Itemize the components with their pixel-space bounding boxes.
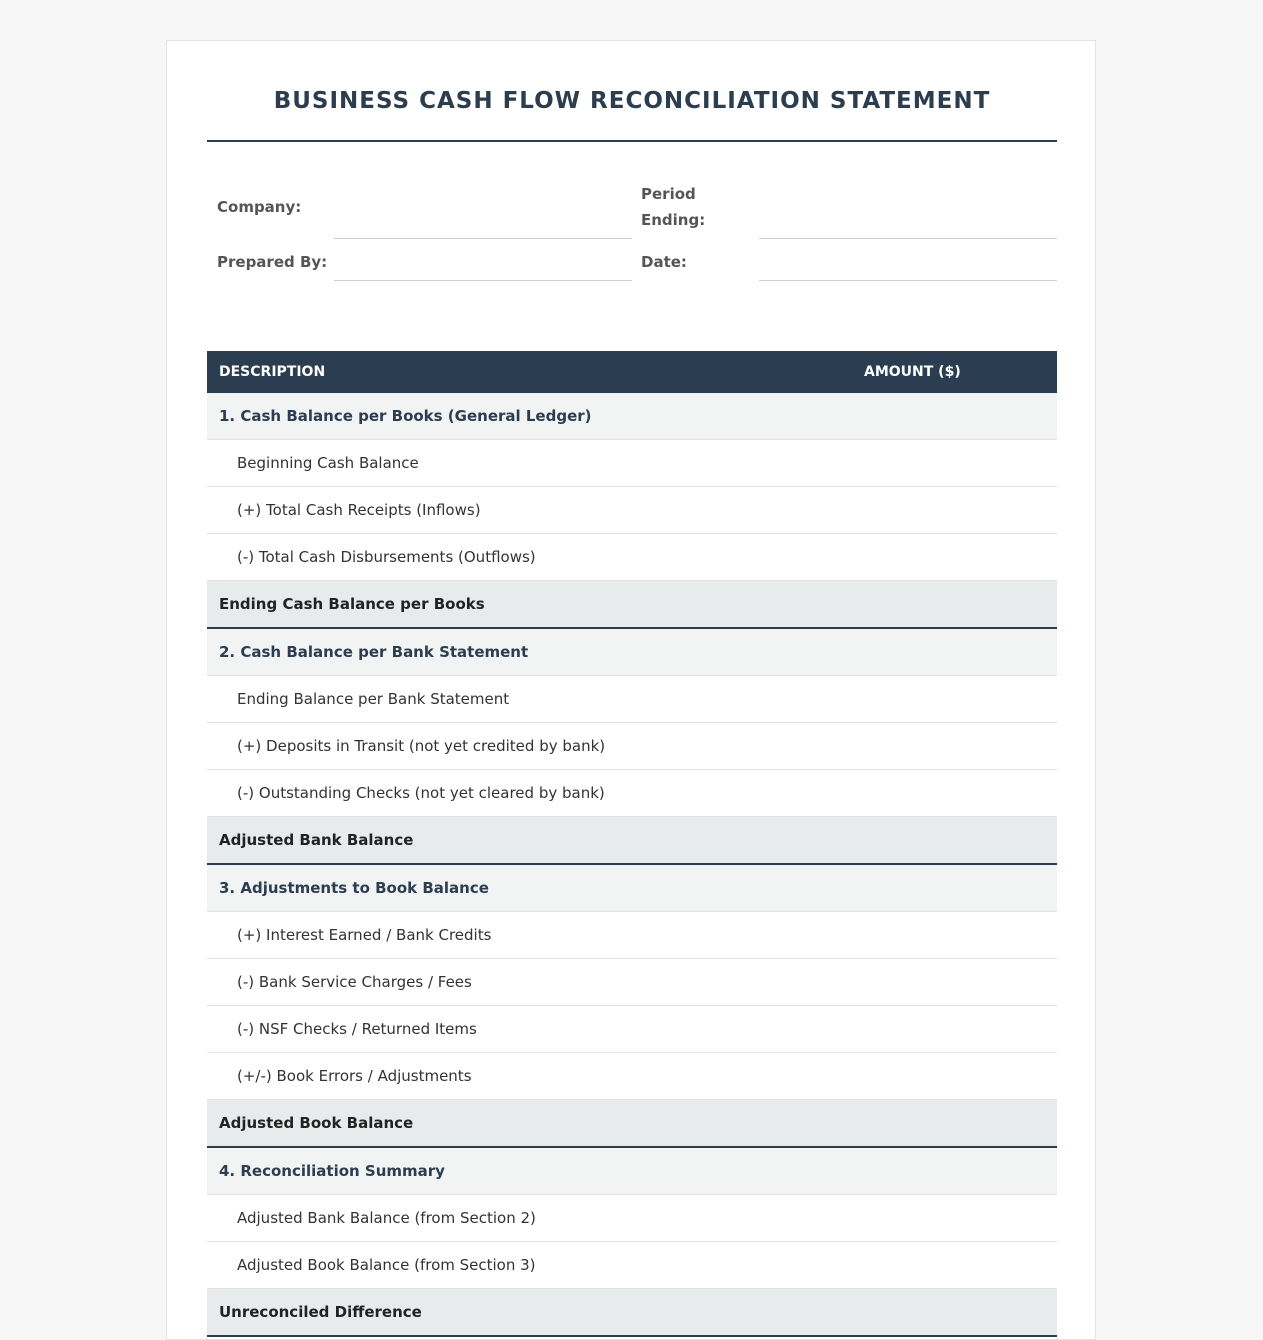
table-row [207,1053,1057,1100]
row-description: 2. Cash Balance per Bank Statement [207,628,852,676]
table-row [207,487,1057,534]
section-header-row [207,628,1057,676]
company-label: Company: [217,198,302,216]
row-description: 3. Adjustments to Book Balance [207,864,852,912]
row-description: (+) Total Cash Receipts (Inflows) [207,487,852,534]
table-row [207,1242,1057,1289]
table-body [207,393,1057,1336]
amount-cell [852,864,1057,912]
row-description: (+/-) Book Errors / Adjustments [207,1053,852,1100]
amount-cell[interactable] [852,770,1057,817]
amount-cell[interactable] [852,676,1057,723]
period-ending-field[interactable] [759,238,1057,239]
row-description: (+) Deposits in Transit (not yet credited by bank) [207,723,852,770]
amount-cell[interactable] [852,1006,1057,1053]
amount-cell[interactable] [852,1053,1057,1100]
company-field[interactable] [334,238,632,239]
reconciliation-table [207,351,1057,1337]
period-ending-label-line2: Ending: [641,211,706,229]
row-description: (-) Total Cash Disbursements (Outflows) [207,534,852,581]
table-row [207,1195,1057,1242]
date-label: Date: [641,253,687,271]
amount-cell[interactable] [852,581,1057,629]
row-description: (-) Bank Service Charges / Fees [207,959,852,1006]
amount-cell [852,393,1057,440]
amount-cell[interactable] [852,723,1057,770]
row-description: Unreconciled Difference [207,1289,852,1337]
amount-cell [852,628,1057,676]
section-header-row [207,864,1057,912]
table-row [207,723,1057,770]
row-description: Ending Balance per Bank Statement [207,676,852,723]
amount-cell[interactable] [852,959,1057,1006]
row-description: Adjusted Bank Balance (from Section 2) [207,1195,852,1242]
table-row [207,440,1057,487]
amount-cell[interactable] [852,1242,1057,1289]
amount-cell[interactable] [852,1100,1057,1148]
amount-column-header: AMOUNT ($) [852,351,1057,393]
total-row [207,817,1057,865]
header-fields [207,142,1057,314]
section-header-row [207,1147,1057,1195]
row-description: (-) Outstanding Checks (not yet cleared by bank) [207,770,852,817]
row-description: 4. Reconciliation Summary [207,1147,852,1195]
table-row [207,912,1057,959]
amount-cell[interactable] [852,912,1057,959]
row-description: (+) Interest Earned / Bank Credits [207,912,852,959]
prepared-by-field[interactable] [334,280,632,281]
period-ending-label-line1: Period [641,185,696,203]
description-column-header: DESCRIPTION [207,351,852,393]
table-header-row [207,351,1057,393]
amount-cell[interactable] [852,440,1057,487]
row-description: (-) NSF Checks / Returned Items [207,1006,852,1053]
statement-page [166,40,1096,1340]
section-header-row [207,393,1057,440]
total-row [207,581,1057,629]
table-row [207,770,1057,817]
date-field[interactable] [759,280,1057,281]
amount-cell[interactable] [852,817,1057,865]
total-row [207,1100,1057,1148]
table-row [207,959,1057,1006]
row-description: Beginning Cash Balance [207,440,852,487]
page-title: BUSINESS CASH FLOW RECONCILIATION STATEMENT [207,41,1057,142]
amount-cell[interactable] [852,487,1057,534]
row-description: Ending Cash Balance per Books [207,581,852,629]
row-description: Adjusted Book Balance (from Section 3) [207,1242,852,1289]
statement-content [207,41,1057,1321]
table-row [207,534,1057,581]
amount-cell [852,1147,1057,1195]
prepared-by-label: Prepared By: [217,253,328,271]
row-description: Adjusted Bank Balance [207,817,852,865]
table-row [207,1006,1057,1053]
amount-cell[interactable] [852,534,1057,581]
amount-cell[interactable] [852,1195,1057,1242]
row-description: Adjusted Book Balance [207,1100,852,1148]
table-row [207,676,1057,723]
row-description: 1. Cash Balance per Books (General Ledger) [207,393,852,440]
